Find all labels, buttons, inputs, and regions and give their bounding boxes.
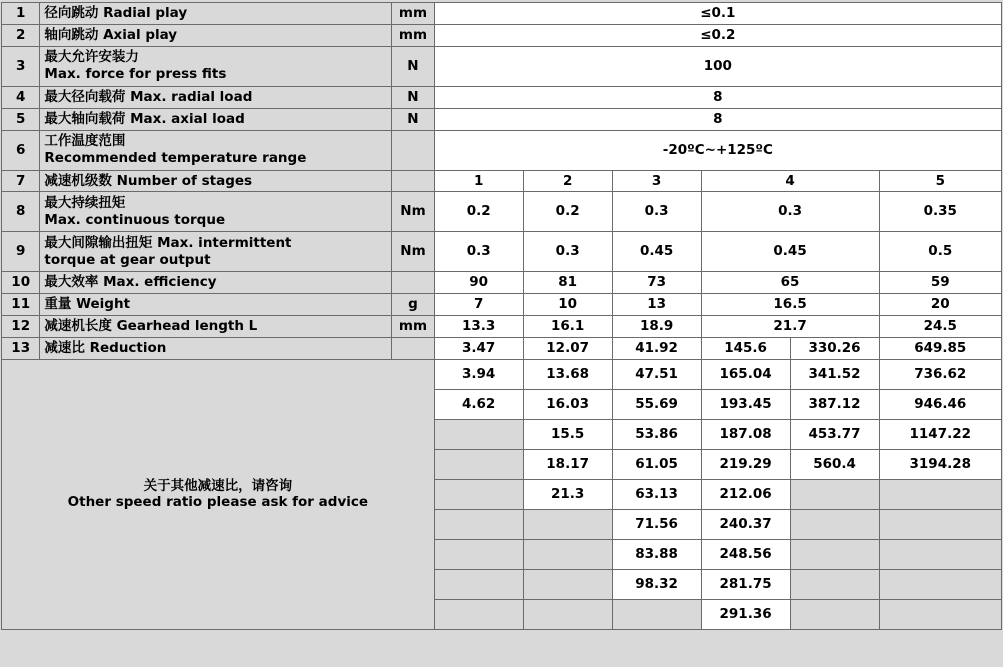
ratio-value: 98.32: [612, 569, 701, 599]
row-unit: N: [392, 86, 434, 108]
torque-value: 0.3: [701, 192, 879, 232]
row-label: 减速机长度 Gearhead length L: [40, 316, 392, 338]
ratio-value: 1147.22: [879, 419, 1001, 449]
weight-value: 10: [523, 294, 612, 316]
ratio-value-empty: [790, 479, 879, 509]
efficiency-value: 81: [523, 272, 612, 294]
row-unit: [392, 338, 434, 360]
ratio-value: 4.62: [434, 389, 523, 419]
row-unit: Nm: [392, 232, 434, 272]
row-number: 11: [2, 294, 40, 316]
row-label: 最大轴向载荷 Max. axial load: [40, 108, 392, 130]
weight-value: 16.5: [701, 294, 879, 316]
stage-value: 4: [701, 170, 879, 192]
efficiency-value: 65: [701, 272, 879, 294]
ratio-value-empty: [879, 509, 1001, 539]
row-label: 减速比 Reduction: [40, 338, 392, 360]
length-value: 21.7: [701, 316, 879, 338]
row-unit: Nm: [392, 192, 434, 232]
table-row: [2, 46, 1002, 86]
torque-value: 0.5: [879, 232, 1001, 272]
row-unit: mm: [392, 24, 434, 46]
torque-value: 0.35: [879, 192, 1001, 232]
table-row: [2, 232, 1002, 272]
row-label: [40, 232, 392, 272]
reduction-value: 649.85: [879, 338, 1001, 360]
ratio-value: 240.37: [701, 509, 790, 539]
ratio-value-empty: [434, 419, 523, 449]
ratio-value-empty: [434, 479, 523, 509]
advice-note: [2, 359, 435, 629]
ratio-value: 165.04: [701, 359, 790, 389]
ratio-value: 946.46: [879, 389, 1001, 419]
length-value: 24.5: [879, 316, 1001, 338]
row-label-line2: Max. force for press fits: [44, 66, 227, 83]
advice-note-line2: Other speed ratio please ask for advice: [67, 494, 369, 511]
ratio-value: 55.69: [612, 389, 701, 419]
table-row: [2, 316, 1002, 338]
row-label: [40, 46, 392, 86]
row-number: 3: [2, 46, 40, 86]
row-unit: mm: [392, 3, 434, 25]
ratio-value-empty: [523, 509, 612, 539]
row-number: 10: [2, 272, 40, 294]
row-number: 12: [2, 316, 40, 338]
row-label-line1: 最大持续扭矩: [44, 195, 126, 211]
length-value: 13.3: [434, 316, 523, 338]
table-row-ratio: [2, 359, 1002, 389]
weight-value: 20: [879, 294, 1001, 316]
ratio-value: 83.88: [612, 539, 701, 569]
ratio-value: 560.4: [790, 449, 879, 479]
row-unit: [392, 272, 434, 294]
ratio-value: 193.45: [701, 389, 790, 419]
row-label: [40, 192, 392, 232]
row-number: 2: [2, 24, 40, 46]
torque-value: 0.45: [612, 232, 701, 272]
ratio-value-empty: [790, 509, 879, 539]
ratio-value: 47.51: [612, 359, 701, 389]
ratio-value-empty: [879, 569, 1001, 599]
ratio-value: 248.56: [701, 539, 790, 569]
torque-value: 0.45: [701, 232, 879, 272]
row-number: 1: [2, 3, 40, 25]
torque-value: 0.3: [612, 192, 701, 232]
table-row: [2, 272, 1002, 294]
row-number: 5: [2, 108, 40, 130]
table-row: [2, 294, 1002, 316]
torque-value: 0.3: [434, 232, 523, 272]
efficiency-value: 90: [434, 272, 523, 294]
ratio-value-empty: [790, 569, 879, 599]
row-unit: [392, 130, 434, 170]
reduction-value: 330.26: [790, 338, 879, 360]
row-label-line2: Max. continuous torque: [44, 211, 226, 228]
table-row: [2, 130, 1002, 170]
ratio-value: 13.68: [523, 359, 612, 389]
advice-note-line1: 关于其他减速比，请咨询: [143, 477, 293, 494]
ratio-value: 736.62: [879, 359, 1001, 389]
row-value: 100: [434, 46, 1001, 86]
table-row-reduction: [2, 338, 1002, 360]
ratio-value-empty: [523, 539, 612, 569]
table-row: [2, 86, 1002, 108]
row-unit: N: [392, 108, 434, 130]
row-number: 9: [2, 232, 40, 272]
stage-value: 3: [612, 170, 701, 192]
row-unit: g: [392, 294, 434, 316]
ratio-value: 61.05: [612, 449, 701, 479]
ratio-value-empty: [879, 599, 1001, 629]
row-label-line1: 最大间隙输出扭矩 Max. intermittent: [44, 235, 292, 251]
ratio-value-empty: [434, 599, 523, 629]
row-unit: [392, 170, 434, 192]
row-label-line1: 工作温度范围: [44, 133, 126, 150]
reduction-value: 41.92: [612, 338, 701, 360]
table-row: [2, 192, 1002, 232]
ratio-value: 281.75: [701, 569, 790, 599]
ratio-value-empty: [879, 479, 1001, 509]
row-number: 7: [2, 170, 40, 192]
ratio-value-empty: [523, 599, 612, 629]
row-unit: mm: [392, 316, 434, 338]
ratio-value-empty: [434, 509, 523, 539]
ratio-value: 21.3: [523, 479, 612, 509]
ratio-value-empty: [879, 539, 1001, 569]
row-value: 8: [434, 108, 1001, 130]
row-number: 8: [2, 192, 40, 232]
ratio-value: 53.86: [612, 419, 701, 449]
efficiency-value: 59: [879, 272, 1001, 294]
row-value: ≤0.2: [434, 24, 1001, 46]
stage-value: 2: [523, 170, 612, 192]
stage-value: 1: [434, 170, 523, 192]
efficiency-value: 73: [612, 272, 701, 294]
row-label: 最大径向载荷 Max. radial load: [40, 86, 392, 108]
ratio-value-empty: [523, 569, 612, 599]
ratio-value-empty: [434, 569, 523, 599]
ratio-value: 212.06: [701, 479, 790, 509]
row-label: 最大效率 Max. efficiency: [40, 272, 392, 294]
torque-value: 0.2: [523, 192, 612, 232]
torque-value: 0.2: [434, 192, 523, 232]
row-label-line1: 最大允许安装力: [44, 49, 139, 66]
ratio-value: 3.94: [434, 359, 523, 389]
table-row: [2, 108, 1002, 130]
reduction-value: 12.07: [523, 338, 612, 360]
table-row: [2, 24, 1002, 46]
ratio-value-empty: [612, 599, 701, 629]
row-label: 重量 Weight: [40, 294, 392, 316]
ratio-value: 341.52: [790, 359, 879, 389]
ratio-value: 291.36: [701, 599, 790, 629]
row-number: 4: [2, 86, 40, 108]
table-row: [2, 3, 1002, 25]
ratio-value: 71.56: [612, 509, 701, 539]
ratio-value: 18.17: [523, 449, 612, 479]
ratio-value: 219.29: [701, 449, 790, 479]
row-label: [40, 130, 392, 170]
reduction-value: 3.47: [434, 338, 523, 360]
row-label-line2: Recommended temperature range: [44, 150, 307, 166]
ratio-value-empty: [790, 539, 879, 569]
row-label: 径向跳动 Radial play: [40, 3, 392, 25]
weight-value: 7: [434, 294, 523, 316]
ratio-value: 387.12: [790, 389, 879, 419]
row-number: 13: [2, 338, 40, 360]
reduction-value: 145.6: [701, 338, 790, 360]
row-value: ≤0.1: [434, 3, 1001, 25]
ratio-value: 187.08: [701, 419, 790, 449]
row-value: -20ºC~+125ºC: [434, 130, 1001, 170]
torque-value: 0.3: [523, 232, 612, 272]
length-value: 16.1: [523, 316, 612, 338]
row-label: 轴向跳动 Axial play: [40, 24, 392, 46]
ratio-value-empty: [434, 449, 523, 479]
table-row-stages: [2, 170, 1002, 192]
ratio-value-empty: [790, 599, 879, 629]
ratio-value-empty: [434, 539, 523, 569]
spec-sheet: [0, 2, 1003, 667]
length-value: 18.9: [612, 316, 701, 338]
row-unit: N: [392, 46, 434, 86]
ratio-value: 453.77: [790, 419, 879, 449]
ratio-value: 16.03: [523, 389, 612, 419]
stage-value: 5: [879, 170, 1001, 192]
ratio-value: 3194.28: [879, 449, 1001, 479]
ratio-value: 63.13: [612, 479, 701, 509]
row-number: 6: [2, 130, 40, 170]
specification-table: [1, 2, 1002, 630]
row-label-line2: torque at gear output: [44, 251, 211, 268]
weight-value: 13: [612, 294, 701, 316]
row-value: 8: [434, 86, 1001, 108]
row-label: 减速机级数 Number of stages: [40, 170, 392, 192]
ratio-value: 15.5: [523, 419, 612, 449]
